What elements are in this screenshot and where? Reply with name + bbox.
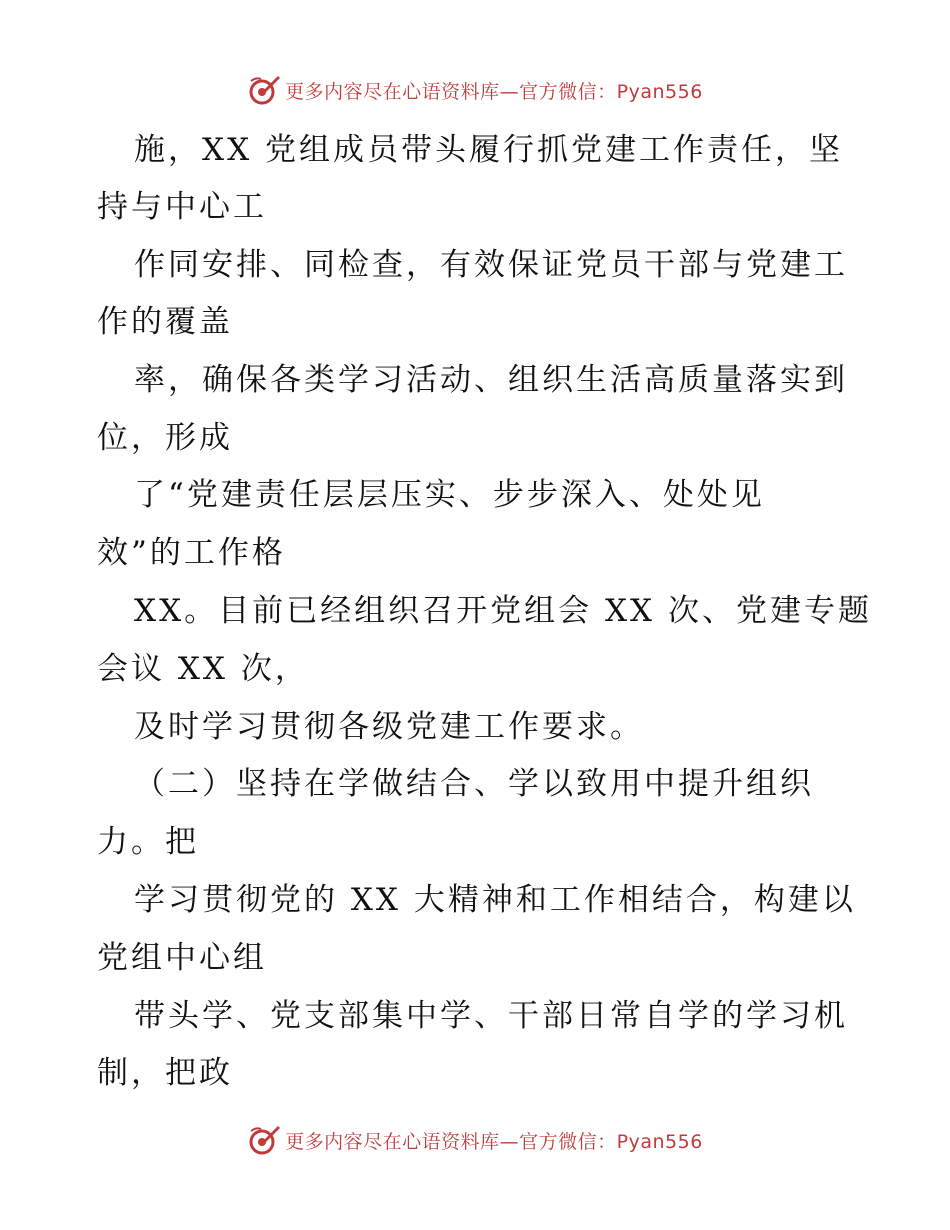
body-line: 作同安排、同检查，有效保证党员干部与党建工 [134,247,848,283]
header-banner [0,70,950,110]
body-line: 党组中心组 [97,940,267,976]
body-line: 带头学、党支部集中学、干部日常自学的学习机 [134,998,848,1034]
body-line: 持与中心工 [97,189,267,225]
body-line: 施，XX 党组成员带头履行抓党建工作责任，坚 [134,132,843,168]
body-line: 会议 XX 次， [97,651,309,687]
body-line: （二）坚持在学做结合、学以致用中提升组织 [134,766,814,802]
footer-banner-text: 更多内容尽在心语资料库—官方微信：Pyan556 [285,1130,703,1153]
body-line: 制，把政 [97,1055,233,1091]
pen-circle-logo-icon [247,1123,281,1157]
body-line: 作的覆盖 [97,304,233,340]
body-line: 了“党建责任层层压实、步步深入、处处见 [134,477,765,513]
body-line: 率，确保各类学习活动、组织生活高质量落实到 [134,362,848,398]
body-line: 学习贯彻党的 XX 大精神和工作相结合，构建以 [134,882,856,918]
body-line: XX。目前已经组织召开党组会 XX 次、党建专题 [134,593,872,629]
footer-banner [0,1120,950,1160]
pen-circle-logo-icon [247,73,281,107]
body-line: 位，形成 [97,420,233,456]
body-line: 及时学习贯彻各级党建工作要求。 [134,709,644,745]
body-line: 效”的工作格 [97,535,286,571]
body-line: 力。把 [97,824,199,860]
header-banner-text: 更多内容尽在心语资料库—官方微信：Pyan556 [285,80,703,103]
